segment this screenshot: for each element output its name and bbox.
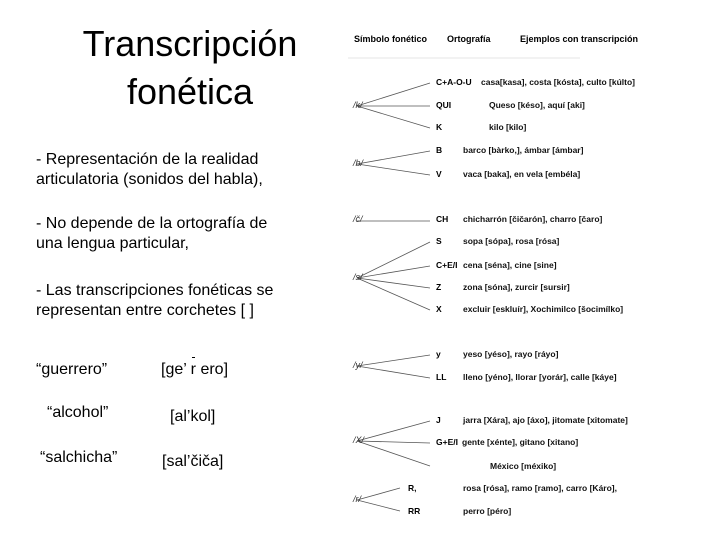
ex-row-8: cena [séna], cine [sine] [463, 260, 557, 270]
orth-row-17: RR [408, 506, 421, 516]
orth-row-13: J [436, 415, 441, 425]
orth-row-4: B [436, 145, 443, 155]
bullet-1-line1: - Representación de la realidad [36, 151, 259, 168]
orth-row-6: CH [436, 214, 449, 224]
trans-guerrero-part-b: ero] [200, 361, 229, 378]
symbol-b: /b/ [353, 158, 364, 168]
bullet-2-line2: una lengua particular, [36, 235, 189, 252]
ex-row-4: barco [bàrko,], ámbar [ámbar] [463, 145, 584, 155]
orth-row-9: Z [436, 282, 442, 292]
orth-row-3: K [436, 122, 443, 132]
ex-row-16: rosa [rósa], ramo [ramo], carro [Káro], [463, 483, 617, 493]
symbol-x: /X/ [353, 435, 365, 445]
orth-row-7: S [436, 236, 442, 246]
ex-row-17: perro [péro] [463, 506, 512, 516]
header-ortografia: Ortografía [447, 34, 491, 44]
symbol-ch: /č/ [353, 214, 363, 224]
bullet-3-line2: representan entre corchetes [ ] [36, 302, 254, 319]
ex-row-10: excluir [eskluír], Xochimilco [šocimílko] [463, 304, 624, 314]
ex-row-14: gente [xénte], gitano [xitano] [462, 437, 579, 447]
ex-row-5: vaca [baka], en vela [embéla] [463, 169, 581, 179]
example-trans-alcohol: [al’kol] [170, 408, 216, 425]
bullet-3-line1: - Las transcripciones fonéticas se [36, 282, 274, 299]
ex-row-9: zona [sóna], zurcir [sursir] [463, 282, 570, 292]
orth-row-10: X [436, 304, 442, 314]
header-ejemplos: Ejemplos con transcripción [520, 34, 639, 44]
symbol-k: /k/ [353, 100, 363, 110]
example-trans-salchicha: [sal’čiča] [162, 453, 224, 470]
symbol-y: /y/ [353, 360, 363, 370]
header-simbolo: Símbolo fonético [354, 34, 427, 44]
ex-row-11: yeso [yéso], rayo [ráyo] [463, 349, 559, 359]
ex-row-1: casa[kasa], costa [kósta], culto [kúlto] [481, 77, 635, 87]
page-title-line1: Transcripción [82, 23, 298, 64]
orth-row-12: LL [436, 372, 447, 382]
orth-row-11: y [436, 349, 441, 359]
bullet-2-line1: - No depende de la ortografía de [36, 215, 268, 232]
ex-row-12: lleno [yéno], llorar [yorár], calle [káye] [463, 372, 617, 382]
ex-row-2: Queso [késo], aquí [aki] [489, 100, 585, 110]
ex-row-7: sopa [sópa], rosa [rósa] [463, 236, 560, 246]
orth-row-1: C+A-O-U [436, 77, 472, 87]
orth-row-2: QUI [436, 100, 452, 110]
bullet-1-line2: articulatoria (sonidos del habla), [36, 171, 263, 188]
example-word-alcohol: “alcohol” [47, 404, 109, 421]
trans-guerrero-barred-r: r [190, 361, 196, 378]
orth-row-5: V [436, 169, 442, 179]
ex-row-15: México [méxiko] [490, 461, 557, 471]
page-title-line2: fonética [126, 71, 254, 112]
orth-row-16: R, [408, 483, 417, 493]
symbol-s: /s/ [353, 272, 363, 282]
ex-row-13: jarra [Xára], ajo [áxo], jitomate [xitomate] [463, 415, 628, 425]
example-word-salchicha: “salchicha” [40, 449, 118, 466]
trans-guerrero-part-a: [ge’ [161, 361, 187, 378]
orth-row-8: C+E/I [436, 260, 458, 270]
ex-row-6: chicharrón [čičarón], charro [čaro] [463, 214, 603, 224]
orth-row-14: G+E/I [436, 437, 458, 447]
symbol-r: /r/ [353, 494, 361, 504]
ex-row-3: kilo [kilo] [489, 122, 527, 132]
example-word-guerrero: “guerrero” [36, 361, 108, 378]
